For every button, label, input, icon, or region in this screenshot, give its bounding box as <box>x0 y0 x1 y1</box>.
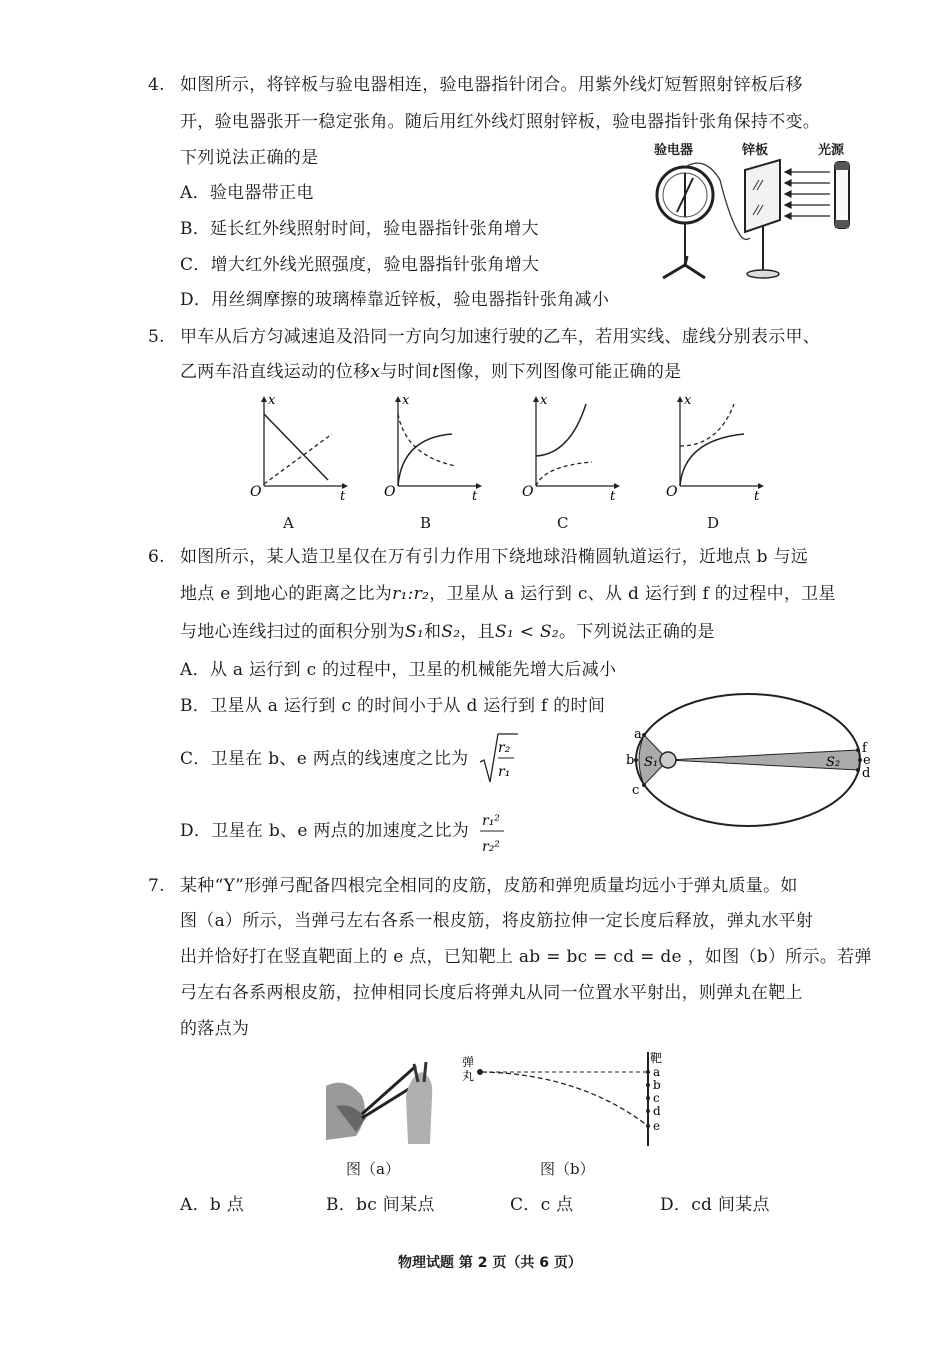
q4-option-d: D．用丝绸摩擦的玻璃棒靠近锌板，验电器指针张角减小 <box>180 290 610 310</box>
numerator: r₁² <box>482 813 500 829</box>
q4-line-3: 下列说法正确的是 <box>180 148 319 168</box>
electroscope-figure <box>645 160 865 285</box>
q6-line-2: 地点 e 到地心的距离之比为r₁:r₂，卫星从 a 运行到 c、从 d 运行到 f 的过程中，卫星 <box>180 584 836 604</box>
numerator: r₂ <box>498 740 511 756</box>
ball-label-2: 丸 <box>462 1069 475 1083</box>
q7-number: 7. <box>148 876 165 896</box>
q7-option-b: B．bc 间某点 <box>326 1195 435 1215</box>
origin-label: O <box>666 484 678 500</box>
target-label: 靶 <box>650 1051 663 1065</box>
y-axis-label: x <box>684 393 692 408</box>
point-f-label: f <box>862 741 867 756</box>
q7-line-5: 的落点为 <box>180 1019 250 1039</box>
q6-option-c: C．卫星在 b、e 两点的线速度之比为 <box>180 749 469 769</box>
origin-label: O <box>522 484 534 500</box>
dashed-line <box>264 434 332 484</box>
light-arrows <box>785 169 830 219</box>
figure-a-caption: 图（a） <box>346 1160 400 1178</box>
point-a: a <box>653 1065 661 1079</box>
fraction-d <box>478 803 518 863</box>
q5-line-1: 甲车从后方匀减速追及沿同一方向匀加速行驶的乙车，若用实线、虚线分别表示甲、 <box>180 327 821 347</box>
trajectory-figure <box>460 1050 670 1150</box>
origin-label: O <box>250 484 262 500</box>
x-axis-label: t <box>472 489 478 504</box>
point-e: e <box>653 1119 661 1133</box>
q7-line-2: 图（a）所示，当弹弓左右各系一根皮筋，将皮筋拉伸一定长度后释放，弹丸水平射 <box>180 911 814 931</box>
footer-clip <box>0 1250 950 1271</box>
q6-option-a: A．从 a 运行到 c 的过程中，卫星的机械能先增大后减小 <box>180 660 617 680</box>
q7-line-4: 弓左右各系两根皮筋，拉伸相同长度后将弹丸从同一位置水平射出，则弹丸在靶上 <box>180 983 803 1003</box>
denominator: r₁ <box>498 764 511 780</box>
point-d: d <box>653 1104 661 1118</box>
light-tube <box>835 162 849 228</box>
solid-line <box>398 434 452 486</box>
q6-number: 6. <box>148 547 165 567</box>
s2-label: S₂ <box>826 755 841 770</box>
y-axis-label: x <box>402 393 410 408</box>
q4-line-1: 如图所示，将锌板与验电器相连，验电器指针闭合。用紫外线灯短暂照射锌板后移 <box>180 75 803 95</box>
y-axis-label: x <box>268 393 276 408</box>
connecting-wire <box>685 163 750 239</box>
s1-label: S₁ <box>644 755 659 770</box>
origin-label: O <box>384 484 396 500</box>
graph-a <box>228 394 348 504</box>
earth <box>660 752 676 768</box>
q5-number: 5. <box>148 327 165 347</box>
solid-line <box>680 434 744 486</box>
x-axis-label: t <box>340 489 346 504</box>
point-c: c <box>653 1091 660 1105</box>
zinc-plate <box>745 160 780 232</box>
point-d-label: d <box>862 766 871 781</box>
graph-d-label: D <box>707 514 720 532</box>
graph-a-label: A <box>283 514 294 532</box>
dashed-line <box>680 404 734 446</box>
q6-line-1: 如图所示，某人造卫星仅在万有引力作用下绕地球沿椭圆轨道运行，近地点 b 与远 <box>180 547 809 567</box>
q7-option-c: C．c 点 <box>510 1195 574 1215</box>
q6-line-3: 与地心连线扫过的面积分别为S₁和S₂，且S₁ < S₂。下列说法正确的是 <box>180 622 715 642</box>
point-e-label: e <box>863 753 871 768</box>
label-light-source: 光源 <box>818 143 845 158</box>
figure-b-caption: 图（b） <box>540 1160 595 1178</box>
q6-option-d: D．卫星在 b、e 两点的加速度之比为 <box>180 821 470 841</box>
x-axis-label: t <box>610 489 616 504</box>
sqrt-fraction-c <box>478 730 518 790</box>
point-c-label: c <box>632 783 640 798</box>
solid-line <box>264 414 328 480</box>
q4-option-b: B．延长红外线照射时间，验电器指针张角增大 <box>180 219 539 239</box>
orbit-figure <box>618 690 873 830</box>
y-axis-label: x <box>540 393 548 408</box>
q4-option-a: A．验电器带正电 <box>180 183 314 203</box>
dashed-line <box>536 462 592 486</box>
q7-line-1: 某种“Y”形弹弓配备四根完全相同的皮筋，皮筋和弹兜质量均远小于弹丸质量。如 <box>180 876 798 896</box>
graph-b-label: B <box>420 514 432 532</box>
label-zinc-plate: 锌板 <box>742 143 769 158</box>
q7-option-d: D．cd 间某点 <box>660 1195 770 1215</box>
solid-line <box>536 404 586 456</box>
graph-c <box>500 394 620 504</box>
q7-line-3: 出并恰好打在竖直靶面上的 e 点，已知靶上 ab = bc = cd = de ，如图（b）所示。若弹 <box>180 947 872 967</box>
q4-line-2: 开，验电器张开一稳定张角。随后用红外线灯照射锌板，验电器指针张角保持不变。 <box>180 112 821 132</box>
q5-line-2: 乙两车沿直线运动的位移x与时间t图像，则下列图像可能正确的是 <box>180 362 682 382</box>
q4-option-c: C．增大红外线光照强度，验电器指针张角增大 <box>180 255 540 275</box>
ball-label-1: 弹 <box>462 1055 475 1069</box>
q6-option-b: B．卫星从 a 运行到 c 的时间小于从 d 运行到 f 的时间 <box>180 696 606 716</box>
label-electroscope: 验电器 <box>654 143 694 158</box>
x-axis-label: t <box>754 489 760 504</box>
graph-d <box>644 394 764 504</box>
q4-number: 4. <box>148 75 165 95</box>
slingshot-photo <box>326 1056 446 1144</box>
graph-b <box>362 394 482 504</box>
denominator: r₂² <box>482 839 500 855</box>
point-a-label: a <box>634 727 642 742</box>
graph-c-label: C <box>557 514 569 532</box>
trajectory <box>482 1072 648 1126</box>
page-footer: 物理试题 第 2 页（共 6 页） <box>398 1255 582 1271</box>
point-b-label: b <box>626 753 635 768</box>
point-b: b <box>653 1078 661 1092</box>
q7-option-a: A．b 点 <box>180 1195 245 1215</box>
